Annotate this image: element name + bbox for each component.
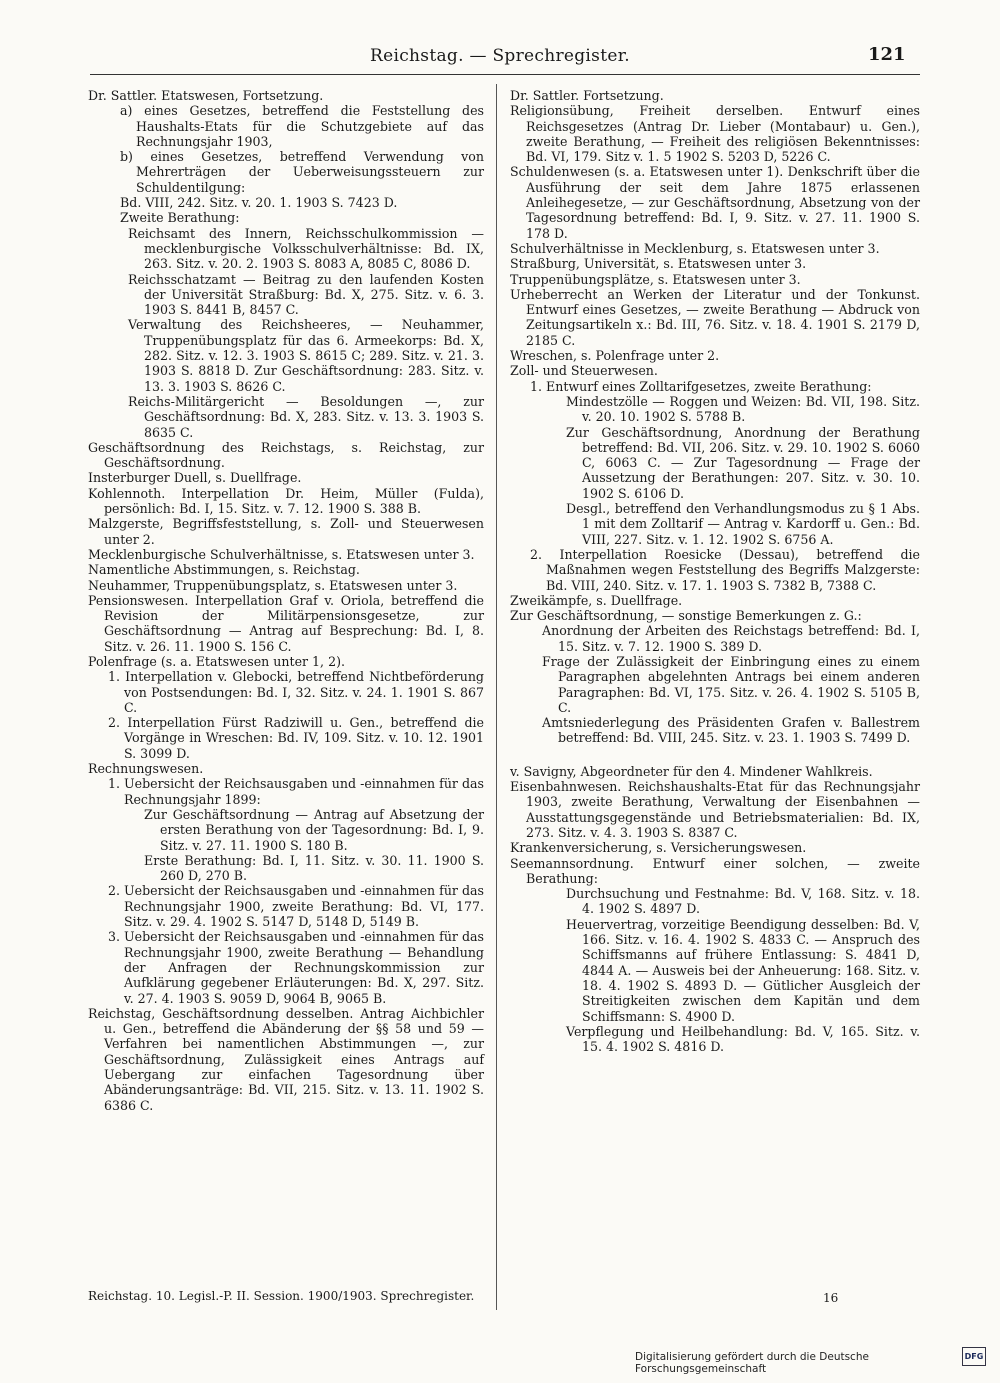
index-entry: Polenfrage (s. a. Etatswesen unter 1, 2).	[88, 653, 345, 669]
sub-entry: Anordnung der Arbeiten des Reichstags betreffend: Bd. I, 15. Sitz. v. 7. 12. 1900 S. 389 D.	[542, 623, 920, 654]
numbered-item: 3. Uebersicht der Reichsausgaben und -einnahmen für das Rechnungsjahr 1900, zweite Berathung — Behandlung der Anfragen der Rechnungskommission zur Aufklärung gegebener Erläuterungen: Bd. X, 297. Sitz. v. 27. 4. 1903 S. 9059 D, 9064 B, 9065 B.	[108, 929, 484, 1006]
sub-entry: Heuervertrag, vorzeitige Beendigung desselben: Bd. V, 166. Sitz. v. 16. 4. 1902 S. 4833 C. — Anspruch des Schiffsmanns auf frühere Entlassung: S. 4841 D, 4844 A. — Ausweis bei der Anheuerung: 168. Sitz. v. 18. 4. 1902 S. 4893 D. — Gütlicher Ausgleich der Streitigkeiten zwischen dem Kapitän und dem Schiffsmann: S. 4900 D.	[566, 916, 920, 1024]
page-header-title: Reichstag. — Sprechregister.	[370, 46, 630, 66]
sub-entry: Desgl., betreffend den Verhandlungsmodus zu § 1 Abs. 1 mit dem Zolltarif — Antrag v. Kardorff u. Gen.: Bd. VIII, 227. Sitz. v. 1. 12. 1902 S. 6756 A.	[566, 501, 920, 547]
index-entry: Zweikämpfe, s. Duellfrage.	[510, 592, 683, 608]
entry-heading: Dr. Sattler. Etatswesen, Fortsetzung.	[88, 88, 324, 103]
sub-entry: Erste Berathung: Bd. I, 11. Sitz. v. 30. 11. 1900 S. 260 D, 270 B.	[144, 852, 484, 884]
sub-entry: Frage der Zulässigkeit der Einbringung eines zu einem Paragraphen abgelehnten Antrags bei einem anderen Paragraphen: Bd. VI, 175. Sitz. v. 26. 4. 1902 S. 5105 B, C.	[542, 653, 920, 715]
sub-entry: Amtsniederlegung des Präsidenten Grafen v. Ballestrem betreffend: Bd. VIII, 245. Sitz. v. 23. 1. 1903 S. 7499 D.	[542, 715, 920, 746]
page-number: 121	[868, 44, 906, 65]
index-entry: Zoll- und Steuerwesen.	[510, 363, 658, 379]
index-entry: Zur Geschäftsordnung, — sonstige Bemerkungen z. G.:	[510, 608, 862, 624]
sub-entry: Verpflegung und Heilbehandlung: Bd. V, 165. Sitz. v. 15. 4. 1902 S. 4816 D.	[566, 1023, 920, 1055]
sub-entry: Mindestzölle — Roggen und Weizen: Bd. VII, 198. Sitz. v. 20. 10. 1902 S. 5788 B.	[566, 393, 920, 425]
index-entry: Malzgerste, Begriffsfeststellung, s. Zoll- und Steuerwesen unter 2.	[88, 516, 484, 547]
sub-entry: b) eines Gesetzes, betreffend Verwendung von Mehrerträgen der Ueberweisungssteuern zur Schuldentilgung:	[120, 149, 484, 195]
index-entry: Straßburg, Universität, s. Etatswesen unter 3.	[510, 256, 807, 272]
index-entry: Rechnungswesen.	[88, 761, 204, 777]
index-entry: Namentliche Abstimmungen, s. Reichstag.	[88, 562, 360, 578]
index-entry: Geschäftsordnung des Reichstags, s. Reichstag, zur Geschäftsordnung.	[88, 439, 484, 471]
index-entry: Pensionswesen. Interpellation Graf v. Oriola, betreffend die Revision der Militärpensionsgesetze, zur Geschäftsordnung — Antrag auf Besprechung: Bd. I, 8. Sitz. v. 26. 11. 1900 S. 156 C.	[88, 592, 484, 654]
numbered-item: 2. Interpellation Fürst Radziwill u. Gen., betreffend die Vorgänge in Wreschen: Bd. IV, 109. Sitz. v. 10. 12. 1901 S. 3099 D.	[108, 715, 484, 761]
index-entry: Seemannsordnung. Entwurf einer solchen, — zweite Berathung:	[510, 855, 920, 886]
header-rule	[90, 74, 920, 75]
sub-heading: Zweite Berathung:	[120, 210, 240, 226]
index-entry: Religionsübung, Freiheit derselben. Entwurf eines Reichsgesetzes (Antrag Dr. Lieber (Montabaur) u. Gen.), zweite Berathung, — Freiheit des religiösen Bekenntnisses: Bd. VI, 179. Sitz v. 1. 5 1902 S. 5203 D, 5226 C.	[510, 103, 920, 165]
sub-entry: Verwaltung des Reichsheeres, — Neuhammer, Truppenübungsplatz für das 6. Armeekorps: Bd. X, 282. Sitz. v. 12. 3. 1903 S. 8615 C; 289. Sitz. v. 21. 3. 1903 S. 8818 D. Zur Geschäftsordnung: 283. Sitz. v. 13. 3. 1903 S. 8626 C.	[128, 317, 484, 394]
numbered-item: 2. Uebersicht der Reichsausgaben und -einnahmen für das Rechnungsjahr 1900, zweite Berathung: Bd. VI, 177. Sitz. v. 29. 4. 1902 S. 5147 D, 5148 D, 5149 B.	[108, 883, 484, 930]
left-column	[88, 88, 484, 1113]
sub-entry: Reichs-Militärgericht — Besoldungen —, zur Geschäftsordnung: Bd. X, 283. Sitz. v. 13. 3. 1903 S. 8635 C.	[128, 393, 484, 440]
sub-entry: Reichsschatzamt — Beitrag zu den laufenden Kosten der Universität Straßburg: Bd. X, 275. Sitz. v. 6. 3. 1903 S. 8441 B, 8457 C.	[128, 271, 484, 318]
sub-entry: Durchsuchung und Festnahme: Bd. V, 168. Sitz. v. 18. 4. 1902 S. 4897 D.	[566, 886, 920, 917]
numbered-item: 1. Uebersicht der Reichsausgaben und -einnahmen für das Rechnungsjahr 1899:	[108, 776, 484, 807]
entry-spacer	[510, 746, 920, 764]
entry-heading: v. Savigny, Abgeordneter für den 4. Mindener Wahlkreis.	[510, 763, 873, 779]
index-entry: Reichstag, Geschäftsordnung desselben. Antrag Aichbichler u. Gen., betreffend die Abänderung der §§ 58 und 59 — Verfahren bei namentlichen Abstimmungen —, zur Geschäftsordnung, Zulässigkeit eines Antrags auf Uebergang zur einfachen Tagesordnung über Abänderungsanträge: Bd. VII, 215. Sitz. v. 13. 11. 1902 S. 6386 C.	[88, 1005, 484, 1113]
footer-sheet-number: 16	[823, 1291, 839, 1305]
sub-entry: Zur Geschäftsordnung, Anordnung der Berathung betreffend: Bd. VII, 206. Sitz. v. 29. 10. 1902 S. 6060 C, 6063 C. — Zur Tagesordnung — Frage der Aussetzung der Berathungen: 207. Sitz. v. 30. 10. 1902 S. 6106 D.	[566, 424, 920, 501]
column-divider	[496, 84, 497, 1310]
index-entry: Neuhammer, Truppenübungsplatz, s. Etatswesen unter 3.	[88, 577, 458, 593]
index-entry: Urheberrecht an Werken der Literatur und der Tonkunst. Entwurf eines Gesetzes, — zweite Berathung — Abdruck von Zeitungsartikeln x.: Bd. III, 76. Sitz. v. 18. 4. 1901 S. 2179 D, 2185 C.	[510, 286, 920, 348]
sub-entry: Reichsamt des Innern, Reichsschulkommission — mecklenburgische Volksschulverhältnisse: Bd. IX, 263. Sitz. v. 20. 2. 1903 S. 8083 A, 8085 C, 8086 D.	[128, 225, 484, 272]
index-entry: Insterburger Duell, s. Duellfrage.	[88, 470, 302, 486]
right-column	[510, 88, 920, 1054]
index-entry: Kohlennoth. Interpellation Dr. Heim, Müller (Fulda), persönlich: Bd. I, 15. Sitz. v. 7. 12. 1900 S. 388 B.	[88, 485, 484, 517]
index-entry: Mecklenburgische Schulverhältnisse, s. Etatswesen unter 3.	[88, 546, 475, 562]
index-entry: Schulverhältnisse in Mecklenburg, s. Etatswesen unter 3.	[510, 240, 880, 256]
numbered-item: 2. Interpellation Roesicke (Dessau), betreffend die Maßnahmen wegen Feststellung des Begriffs Malzgerste: Bd. VIII, 240. Sitz. v. 17. 1. 1903 S. 7382 B, 7388 C.	[530, 546, 920, 593]
index-entry: Wreschen, s. Polenfrage unter 2.	[510, 348, 720, 364]
entry-heading: Dr. Sattler. Fortsetzung.	[510, 88, 664, 103]
dfg-logo: DFG	[962, 1347, 986, 1366]
sub-entry: Zur Geschäftsordnung — Antrag auf Absetzung der ersten Berathung von der Tagesordnung: Bd. I, 9. Sitz. v. 27. 11. 1900 S. 180 B.	[144, 806, 484, 853]
numbered-item: 1. Interpellation v. Glebocki, betreffend Nichtbeförderung von Postsendungen: Bd. I, 32. Sitz. v. 24. 1. 1901 S. 867 C.	[108, 669, 484, 715]
index-entry: Krankenversicherung, s. Versicherungswesen.	[510, 840, 807, 856]
footer-source: Reichstag. 10. Legisl.-P. II. Session. 1900/1903. Sprechregister.	[88, 1289, 475, 1303]
sub-entry: a) eines Gesetzes, betreffend die Feststellung des Haushalts-Etats für die Schutzgebiete auf das Rechnungsjahr 1903,	[120, 103, 484, 149]
numbered-item: 1. Entwurf eines Zolltarifgesetzes, zweite Berathung:	[530, 378, 872, 394]
index-entry: Schuldenwesen (s. a. Etatswesen unter 1). Denkschrift über die Ausführung der seit dem Jahre 1875 erlassenen Anleihegesetze, — zur Geschäftsordnung, Absetzung von der Tagesordnung betreffend: Bd. I, 9. Sitz. v. 27. 11. 1900 S. 178 D.	[510, 164, 920, 241]
index-entry: Truppenübungsplätze, s. Etatswesen unter 3.	[510, 271, 801, 287]
reference: Bd. VIII, 242. Sitz. v. 20. 1. 1903 S. 7423 D.	[120, 195, 398, 211]
index-entry: Eisenbahnwesen. Reichshaushalts-Etat für das Rechnungsjahr 1903, zweite Berathung, Verwaltung der Eisenbahnen — Ausstattungsgegenstände und Betriebsmaterialien: Bd. IX, 273. Sitz. v. 4. 3. 1903 S. 8387 C.	[510, 779, 920, 840]
digitization-credit: Digitalisierung gefördert durch die Deutsche Forschungsgemeinschaft	[635, 1351, 869, 1375]
